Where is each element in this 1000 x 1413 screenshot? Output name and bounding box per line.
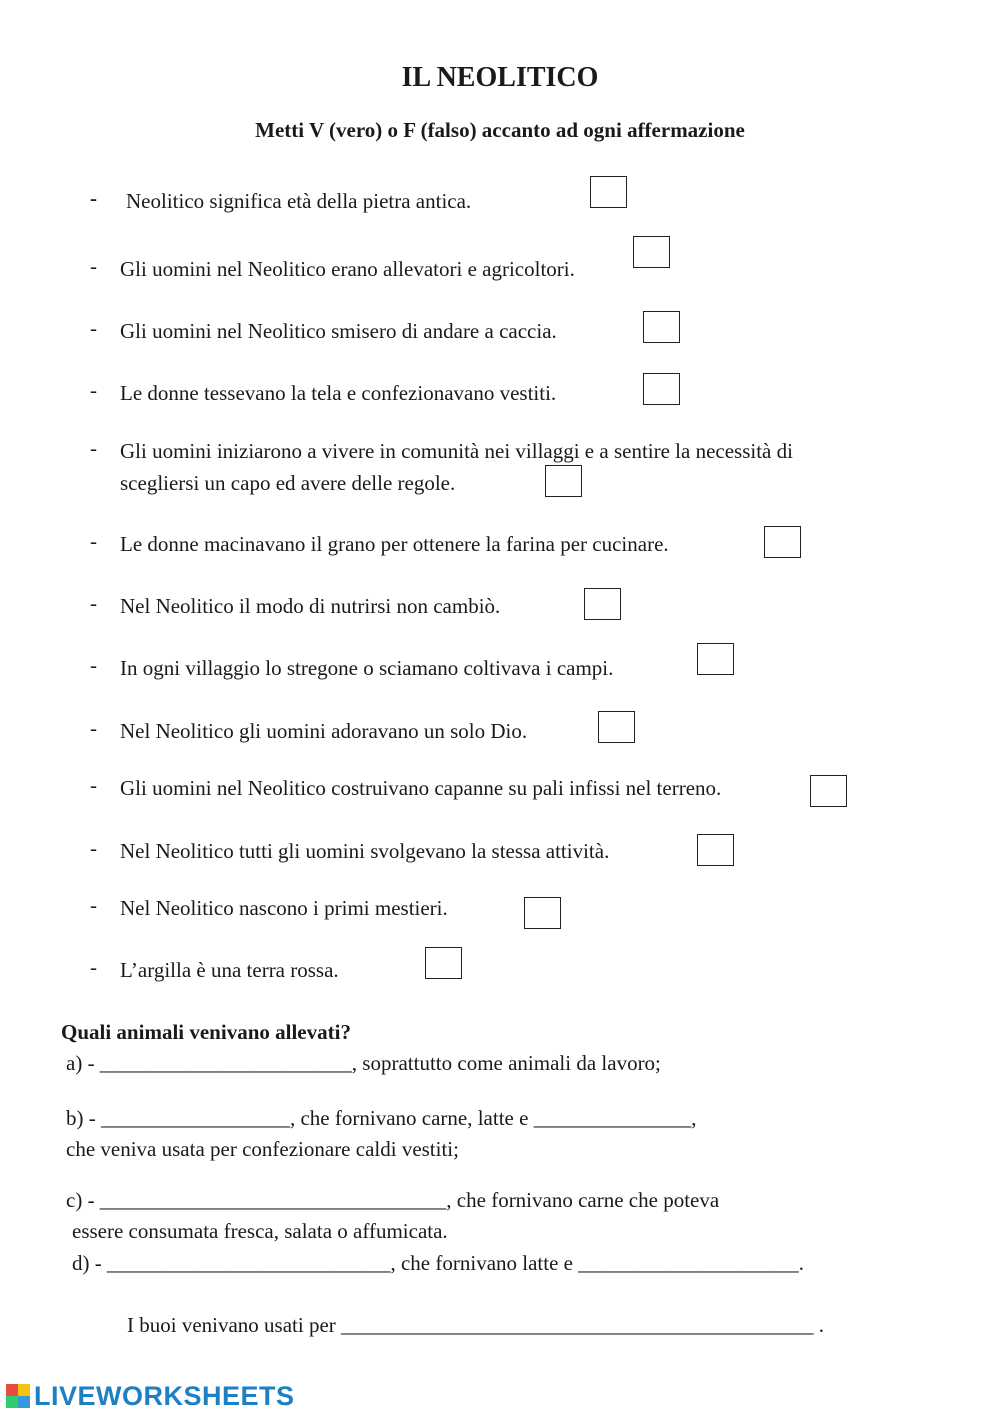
statement-5-line-1: Gli uomini iniziarono a vivere in comunità nei villaggi e a sentire la necessità di — [120, 439, 793, 463]
list-dash: - — [90, 773, 97, 797]
answer-box-9[interactable] — [598, 711, 635, 743]
statement-13: L’argilla è una terra rossa. — [120, 958, 339, 982]
fill-line-c: c) - _________________________________, che fornivano carne che poteva — [66, 1188, 720, 1212]
question-title: Quali animali venivano allevati? — [61, 1020, 351, 1044]
logo-icon — [6, 1384, 30, 1408]
list-dash: - — [90, 591, 97, 615]
instruction: Metti V (vero) o F (falso) accanto ad ogni affermazione — [255, 118, 745, 142]
statement-6: Le donne macinavano il grano per ottenere la farina per cucinare. — [120, 532, 669, 556]
list-dash: - — [90, 316, 97, 340]
answer-box-10[interactable] — [810, 775, 847, 807]
answer-box-12[interactable] — [524, 897, 561, 929]
fill-line-c-cont: essere consumata fresca, salata o affumicata. — [72, 1219, 448, 1243]
statement-5-line-2: scegliersi un capo ed avere delle regole. — [120, 471, 456, 495]
statement-3: Gli uomini nel Neolitico smisero di andare a caccia. — [120, 319, 557, 343]
list-dash: - — [90, 378, 97, 402]
list-dash: - — [90, 893, 97, 917]
fill-line-b: b) - __________________, che fornivano carne, latte e _______________, — [66, 1106, 697, 1130]
liveworksheets-logo — [6, 1380, 295, 1412]
answer-box-6[interactable] — [764, 526, 801, 558]
statement-1: Neolitico significa età della pietra antica. — [126, 189, 472, 213]
statement-9: Nel Neolitico gli uomini adoravano un solo Dio. — [120, 719, 528, 743]
list-dash: - — [90, 716, 97, 740]
statement-11: Nel Neolitico tutti gli uomini svolgevano la stessa attività. — [120, 839, 610, 863]
statement-7: Nel Neolitico il modo di nutrirsi non cambiò. — [120, 594, 501, 618]
fill-line-a: a) - ________________________, soprattutto come animali da lavoro; — [66, 1051, 661, 1075]
list-dash: - — [90, 653, 97, 677]
page-title: IL NEOLITICO — [401, 62, 599, 93]
statement-8: In ogni villaggio lo stregone o sciamano coltivava i campi. — [120, 656, 614, 680]
answer-box-1[interactable] — [590, 176, 627, 208]
logo-text: LIVEWORKSHEETS — [34, 1380, 295, 1411]
list-dash: - — [90, 955, 97, 979]
fill-line-d: d) - ___________________________, che fornivano latte e _____________________. — [72, 1251, 804, 1275]
fill-line-buoi: I buoi venivano usati per _____________________________________________ . — [127, 1313, 825, 1337]
list-dash: - — [90, 254, 97, 278]
answer-box-8[interactable] — [697, 643, 734, 675]
fill-line-b-cont: che veniva usata per confezionare caldi vestiti; — [66, 1137, 459, 1161]
answer-box-11[interactable] — [697, 834, 734, 866]
list-dash: - — [90, 186, 97, 210]
statement-4: Le donne tessevano la tela e confezionavano vestiti. — [120, 381, 557, 405]
list-dash: - — [90, 836, 97, 860]
answer-box-13[interactable] — [425, 947, 462, 979]
answer-box-2[interactable] — [633, 236, 670, 268]
answer-box-3[interactable] — [643, 311, 680, 343]
statement-12: Nel Neolitico nascono i primi mestieri. — [120, 896, 448, 920]
statement-10: Gli uomini nel Neolitico costruivano capanne su pali infissi nel terreno. — [120, 776, 722, 800]
answer-box-7[interactable] — [584, 588, 621, 620]
list-dash: - — [90, 529, 97, 553]
answer-box-5[interactable] — [545, 465, 582, 497]
list-dash: - — [90, 436, 97, 460]
answer-box-4[interactable] — [643, 373, 680, 405]
statement-2: Gli uomini nel Neolitico erano allevatori e agricoltori. — [120, 257, 575, 281]
